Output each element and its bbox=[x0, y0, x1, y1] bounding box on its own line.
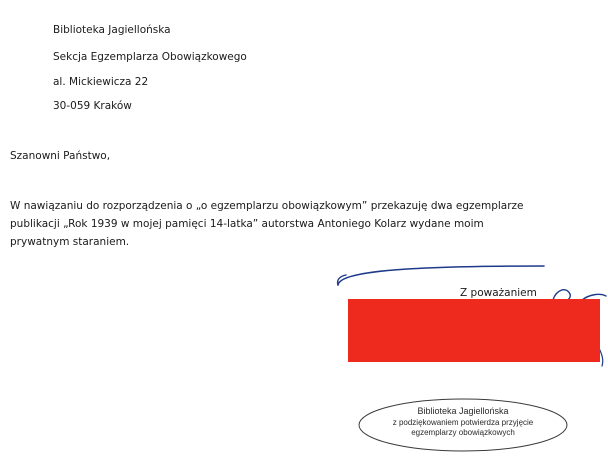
body-line-3: prywatnym staraniem. bbox=[10, 236, 130, 248]
recipient-line-4: 30-059 Kraków bbox=[53, 100, 132, 112]
recipient-line-3: al. Mickiewicza 22 bbox=[53, 76, 149, 88]
receipt-stamp bbox=[357, 397, 569, 453]
body-line-1: W nawiązaniu do rozporządzenia o „o egzemplarzu obowiązkowym” przekazuję dwa egzemplarze bbox=[10, 200, 524, 212]
stamp-line-2: z podziękowaniem potwierdza przyjęcie bbox=[392, 418, 534, 427]
salutation: Szanowni Państwo, bbox=[10, 150, 111, 162]
body-line-2: publikacji „Rok 1939 w mojej pamięci 14-latka” autorstwa Antoniego Kolarz wydane moim bbox=[10, 218, 484, 230]
stamp-line-3: egzemplarzy obowiązkowych bbox=[411, 428, 515, 437]
stamp-line-1: Biblioteka Jagiellońska bbox=[417, 406, 509, 416]
recipient-line-1: Biblioteka Jagiellońska bbox=[53, 24, 171, 36]
recipient-line-2: Sekcja Egzemplarza Obowiązkowego bbox=[53, 51, 247, 63]
closing-phrase: Z poważaniem bbox=[460, 287, 537, 299]
redaction-block bbox=[348, 299, 600, 362]
